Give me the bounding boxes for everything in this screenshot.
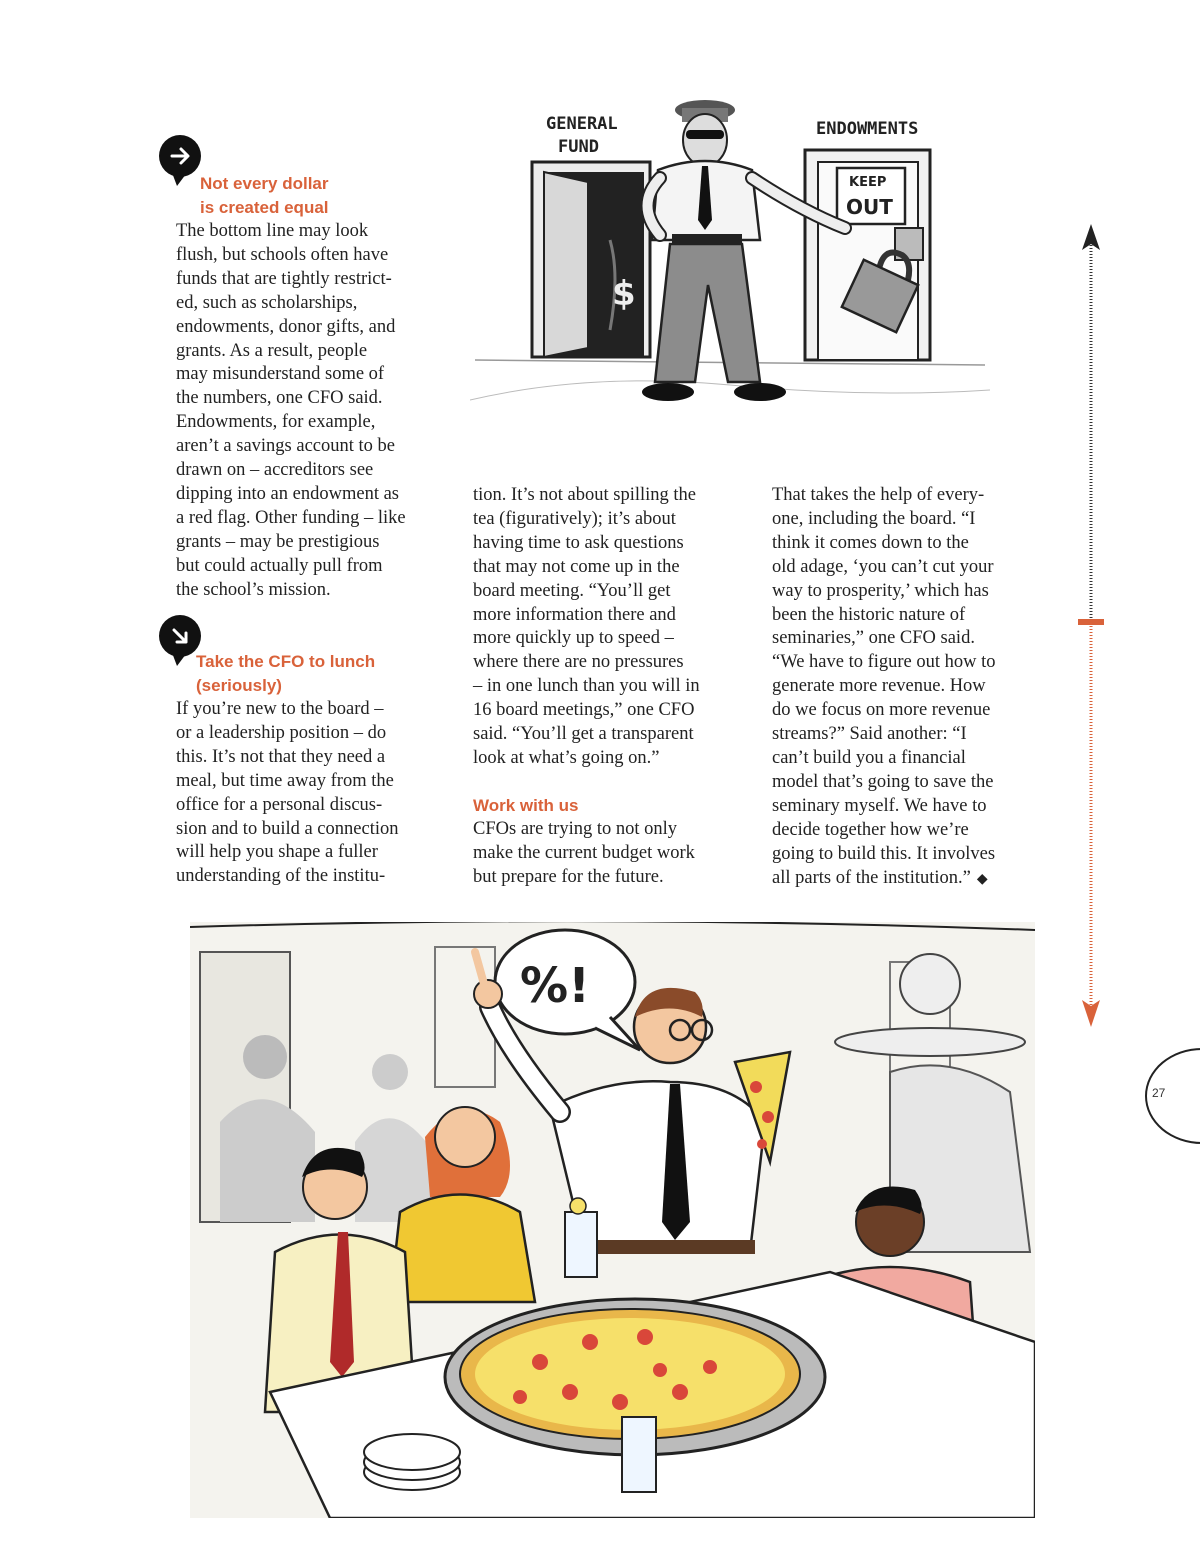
plate-stack	[364, 1434, 460, 1490]
guard-illustration	[470, 100, 990, 420]
position-marker	[1078, 619, 1104, 625]
endowments-sign: ENDOWMENTS	[816, 119, 919, 139]
general-fund-sign: GENERAL FUND	[546, 114, 618, 157]
scroll-indicator	[1075, 222, 1107, 1032]
section-heading: Not every dollar is created equal	[200, 174, 329, 217]
section-body: If you’re new to the board – or a leadership position – do this. It’s not that they need a meal, but time away from the office for a personal discus- sion and to build a connection will help you shape a fuller understanding of the institu-	[176, 699, 399, 887]
column-body	[772, 484, 1022, 891]
section-not-every-dollar	[176, 172, 426, 603]
column-text: That takes the help of every- one, including the board. “I think it comes down to the old adage, ‘you can’t cut your way to prosperity,’ which has been the historic nature of seminaries,” one CFO said. “We have to figure out how to generate more revenue. How do we focus on more revenue streams?” Said another: “I can’t build you a financial model that’s going to save the seminary myself. We have to decide together how we’re going to build this. It involves all parts of the institution.”	[772, 485, 996, 888]
end-mark: ◆	[976, 871, 988, 887]
section-heading: Take the CFO to lunch (seriously)	[196, 652, 376, 695]
column-two	[473, 484, 733, 890]
keep-out-sign: KEEP OUT	[846, 175, 893, 219]
arrow-up-icon	[1082, 224, 1100, 250]
column-three	[772, 484, 1022, 891]
section-cfo-lunch	[176, 650, 426, 889]
speech-bubble-text: %!	[520, 958, 590, 1014]
lunch-illustration	[190, 922, 1035, 1518]
work-with-us-heading: Work with us	[473, 795, 579, 815]
column-body-2: CFOs are trying to not only make the current budget work but prepare for the future.	[473, 818, 695, 887]
page-number: 27	[1152, 1086, 1166, 1100]
dollar-sign: $	[612, 274, 636, 314]
water-glass	[622, 1417, 656, 1492]
column-body: tion. It’s not about spilling the tea (figuratively); it’s about having time to ask questions that may not come up in the board meeting. “You’ll get more information there and more quickly up to speed – where there are no pressures – in one lunch than you will in 16 board meetings,” one CFO said. “You’ll get a transparent look at what’s going on.”	[473, 485, 700, 768]
section-body: The bottom line may look flush, but schools often have funds that are tightly restrict- ed, such as scholarships, endowments, donor gifts, and grants. As a result, people may misunderstand some of the numbers, one CFO said. Endowments, for example, aren’t a savings account to be drawn on – accreditors see dipping into an endowment as a red flag. Other funding – like grants – may be prestigious but could actually pull from the school’s mission.	[176, 221, 406, 600]
